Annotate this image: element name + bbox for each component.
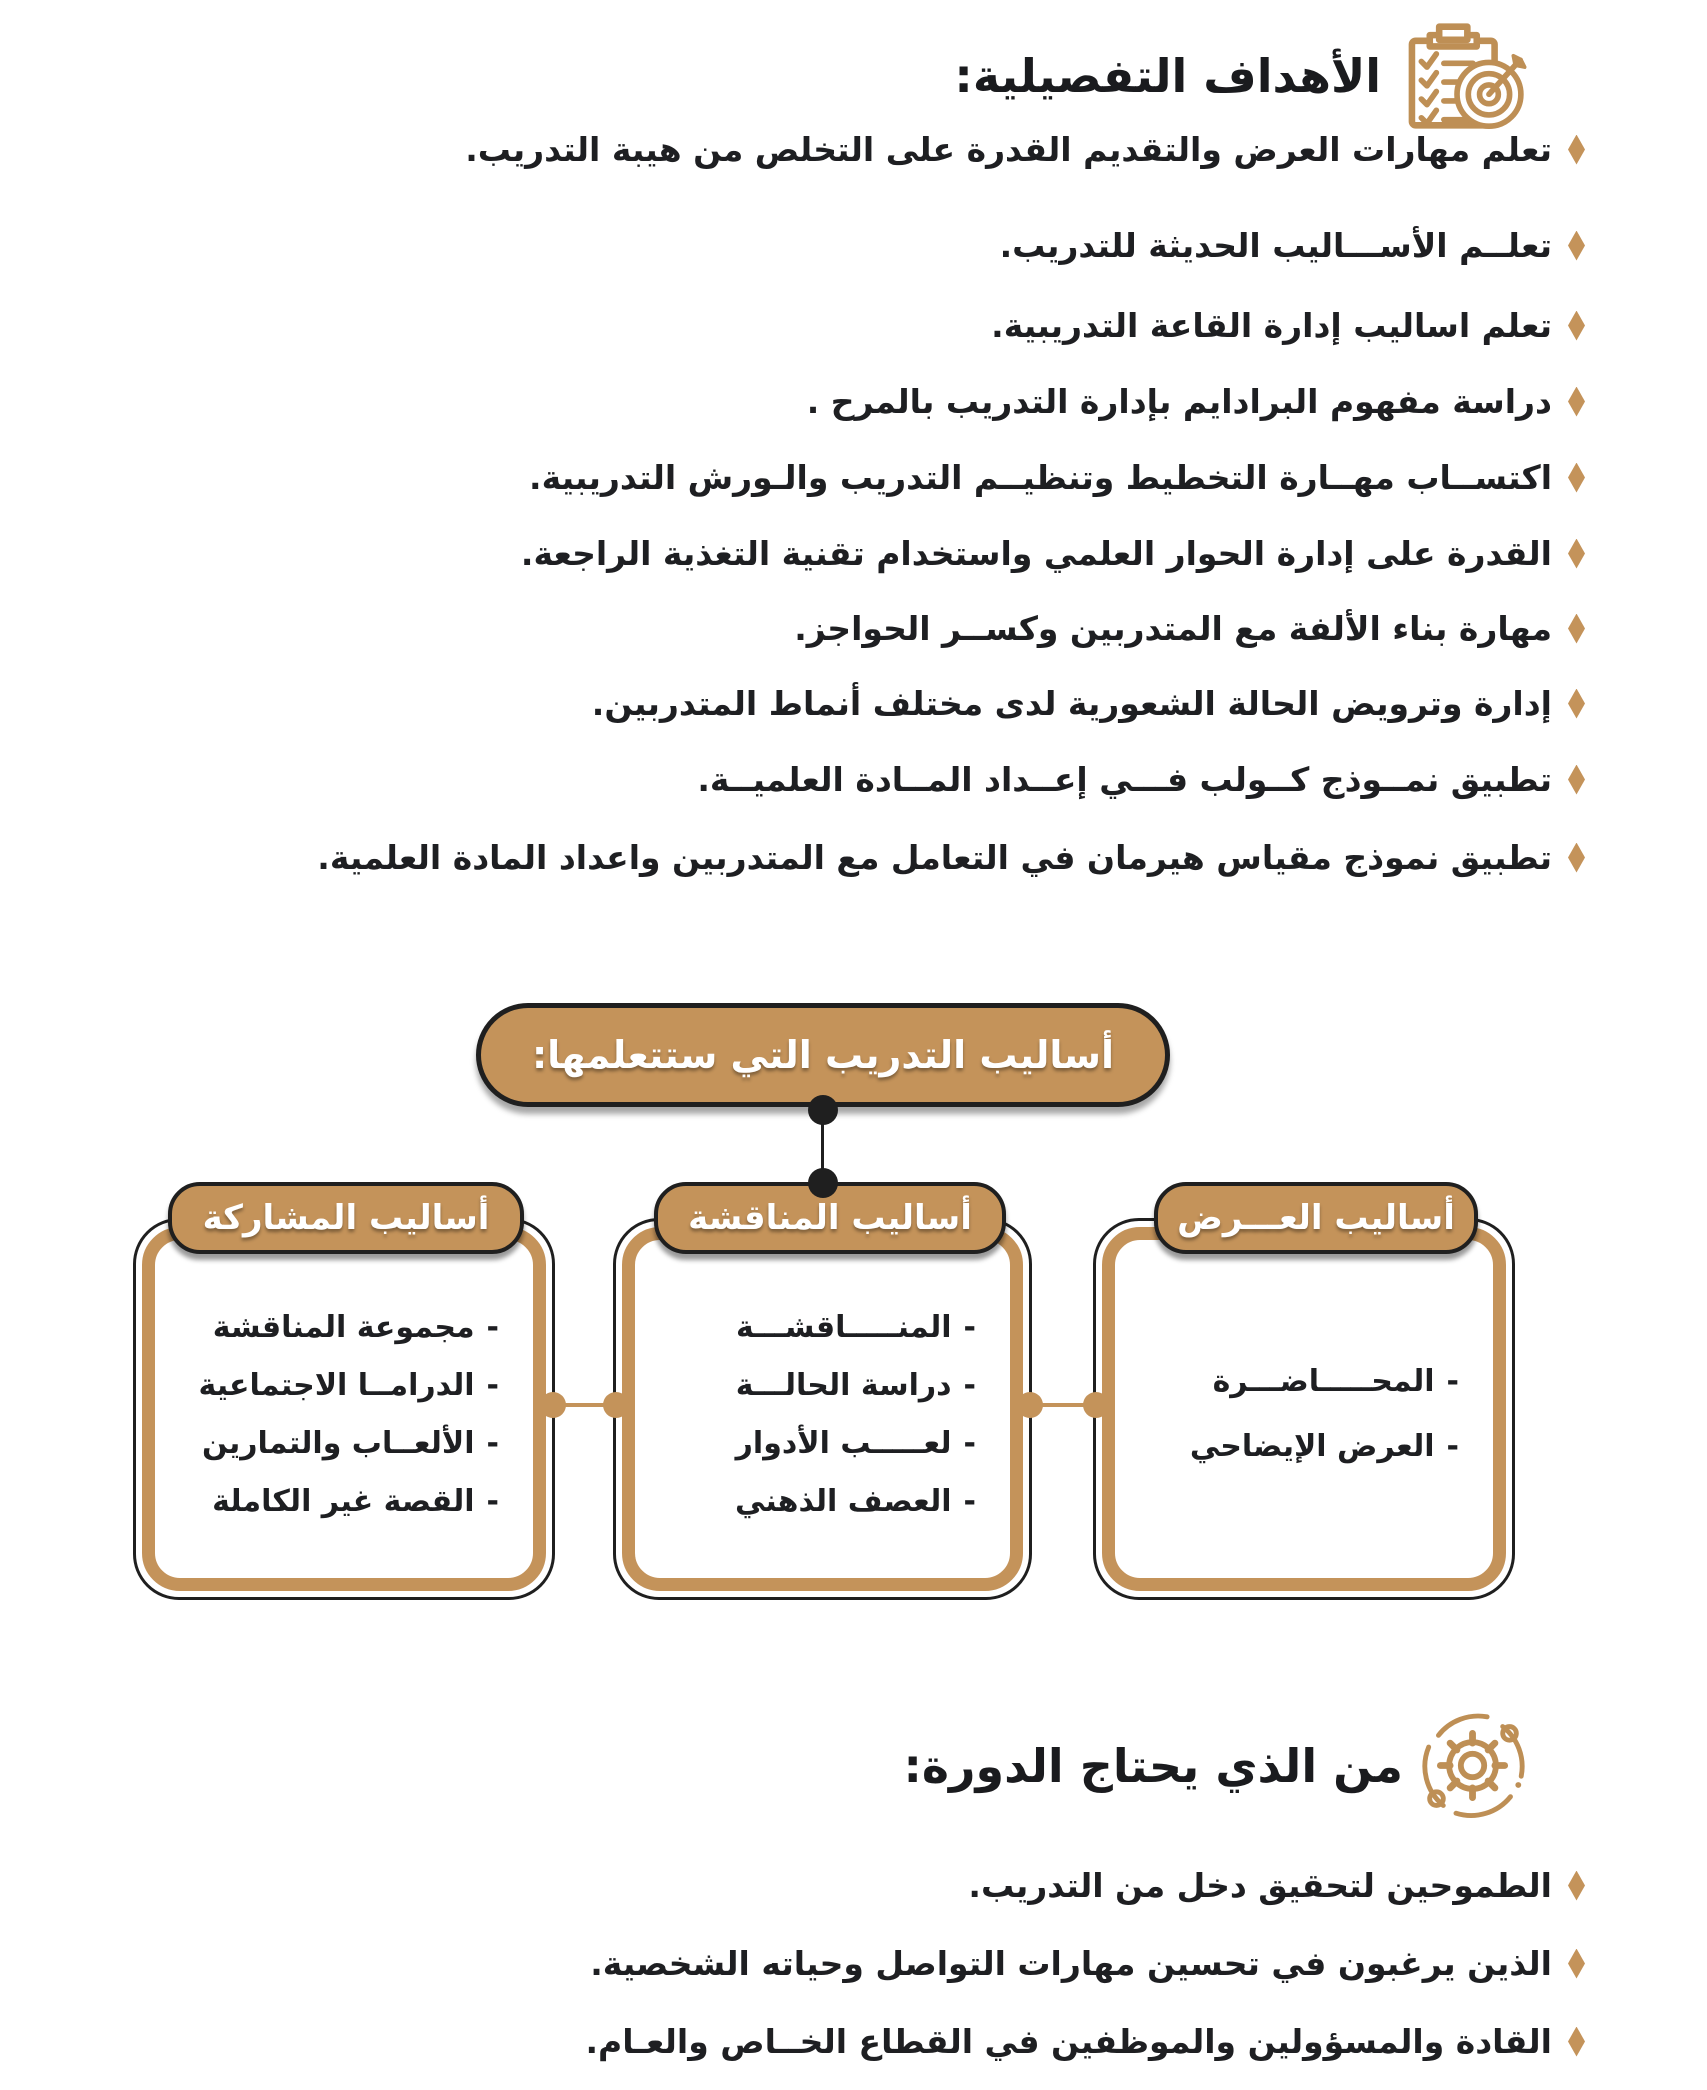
diamond-bullet-icon (1568, 463, 1585, 493)
participation-methods-list (142, 1227, 546, 1591)
dash-marker: - (486, 1309, 499, 1345)
objectives-header (954, 22, 1535, 130)
connector-dot (1017, 1392, 1043, 1418)
list-item: - لعـــــب الأدوار (735, 1425, 976, 1461)
diagram-title: أساليب التدريب التي ستتعلمها: (531, 1033, 1115, 1077)
diamond-bullet-icon (1568, 614, 1585, 644)
list-item: - العصف الذهني (735, 1483, 976, 1519)
list-item: - القصة غير الكاملة (212, 1483, 499, 1519)
discussion-methods-header: أساليب المناقشة (654, 1182, 1006, 1254)
objective-item: اكتســاب مهــارة التخطيط وتنظيــم التدريب والـورش التدريبية. (529, 458, 1585, 497)
list-item: - الدرامــا الاجتماعية (198, 1367, 499, 1403)
diamond-bullet-icon (1568, 1949, 1585, 1979)
list-item: - المنـــــاقشـــة (735, 1309, 976, 1345)
list-item: - العرض الإيضاحي (1189, 1429, 1459, 1464)
connector-dot (808, 1168, 838, 1198)
list-item: - المحـــــاضـــرة (1212, 1364, 1459, 1399)
gear-orbit-icon (1417, 1710, 1529, 1822)
participation-methods-box (133, 1218, 555, 1600)
connector-dot (540, 1392, 566, 1418)
audience-item: القادة والمسؤولين والموظفين في القطاع الخــاص والعـام. (586, 2022, 1586, 2061)
objective-item: القدرة على إدارة الحوار العلمي واستخدام تقنية التغذية الراجعة. (521, 534, 1585, 573)
list-item: - دراسة الحالـــة (735, 1367, 976, 1403)
presentation-methods-box (1093, 1218, 1515, 1600)
objective-item: تطبيق نمــوذج كــولب فـــي إعــداد المــادة العلميــة. (697, 760, 1585, 799)
objective-item: تعلــم الأســـاليب الحديثة للتدريب. (1000, 226, 1585, 265)
dash-marker: - (486, 1483, 499, 1519)
dash-marker: - (963, 1367, 976, 1403)
objective-item: تطبيق نموذج مقياس هيرمان في التعامل مع المتدربين واعداد المادة العلمية. (317, 838, 1585, 877)
objective-item: مهارة بناء الألفة مع المتدربين وكســر الحواجز. (794, 609, 1585, 648)
presentation-methods-header: أساليب العـــرض (1154, 1182, 1478, 1254)
audience-header (903, 1710, 1529, 1822)
diamond-bullet-icon (1568, 2027, 1585, 2057)
diamond-bullet-icon (1568, 387, 1585, 417)
connector-dot (808, 1095, 838, 1125)
connector-dot (1083, 1392, 1109, 1418)
diamond-bullet-icon (1568, 135, 1585, 165)
dash-marker: - (1446, 1364, 1459, 1399)
clipboard-target-icon (1395, 22, 1535, 130)
dash-marker: - (963, 1309, 976, 1345)
discussion-methods-list (622, 1227, 1023, 1591)
presentation-methods-list (1102, 1227, 1506, 1591)
diamond-bullet-icon (1568, 843, 1585, 873)
connector-dot (603, 1392, 629, 1418)
diamond-bullet-icon (1568, 539, 1585, 569)
dash-marker: - (1446, 1429, 1459, 1464)
objective-item: دراسة مفهوم البرادايم بإدارة التدريب بالمرح . (807, 382, 1585, 421)
audience-title: من الذي يحتاج الدورة: (903, 1739, 1403, 1793)
list-item: - مجموعة المناقشة (212, 1309, 499, 1345)
objective-item: تعلم مهارات العرض والتقديم القدرة على التخلص من هيبة التدريب. (465, 130, 1585, 169)
objective-item: تعلم اساليب إدارة القاعة التدريبية. (991, 306, 1585, 345)
diamond-bullet-icon (1568, 689, 1585, 719)
participation-methods-header: أساليب المشاركة (168, 1182, 524, 1254)
objective-item: إدارة وترويض الحالة الشعورية لدى مختلف أنماط المتدربين. (592, 684, 1585, 723)
objectives-title: الأهداف التفصيلية: (954, 49, 1381, 103)
diamond-bullet-icon (1568, 231, 1585, 261)
discussion-methods-box (613, 1218, 1032, 1600)
dash-marker: - (486, 1425, 499, 1461)
diamond-bullet-icon (1568, 311, 1585, 341)
audience-item: الطموحين لتحقيق دخل من التدريب. (968, 1866, 1585, 1905)
diamond-bullet-icon (1568, 765, 1585, 795)
list-item: - الألعــاب والتمارين (202, 1425, 499, 1461)
dash-marker: - (486, 1367, 499, 1403)
dash-marker: - (963, 1483, 976, 1519)
diamond-bullet-icon (1568, 1871, 1585, 1901)
audience-item: الذين يرغبون في تحسين مهارات التواصل وحياته الشخصية. (590, 1944, 1585, 1983)
diagram-title-pill (476, 1003, 1170, 1107)
dash-marker: - (963, 1425, 976, 1461)
